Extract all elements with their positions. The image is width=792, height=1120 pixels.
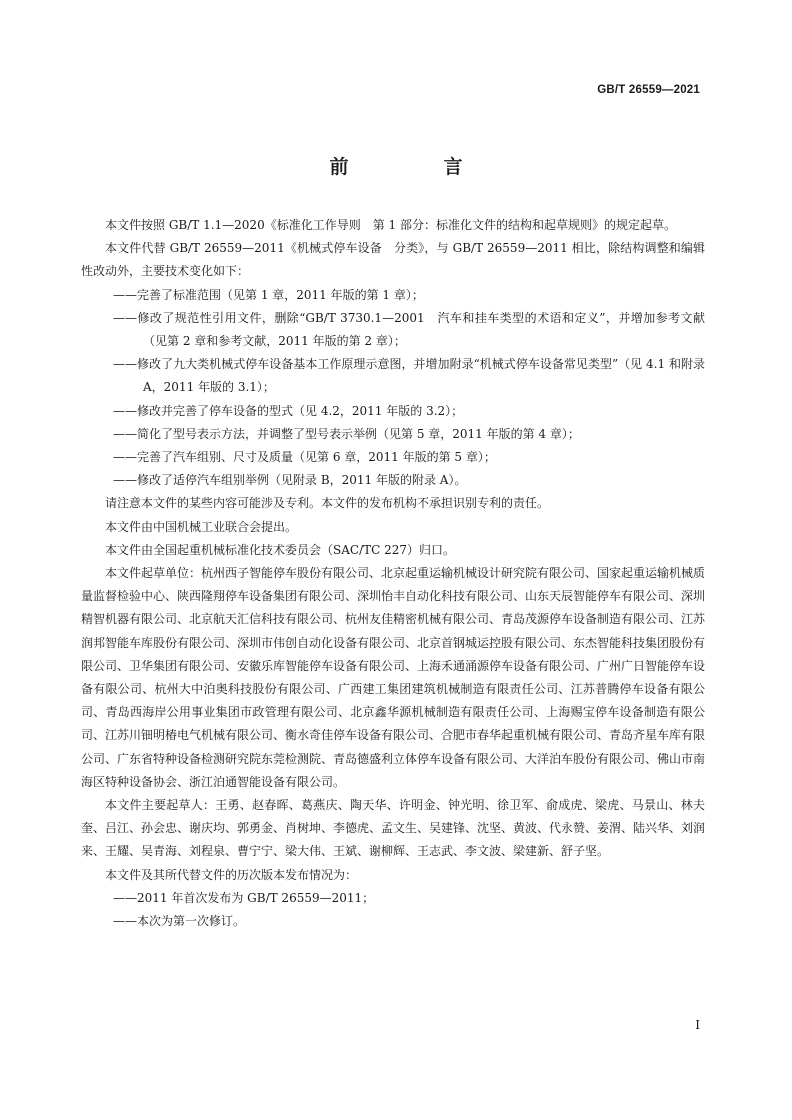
- change-item: ——修改并完善了停车设备的型式（见 4.2，2011 年版的 3.2）；: [113, 403, 464, 418]
- history-item: ——本次为第一次修订。: [113, 914, 246, 929]
- document-body: [81, 214, 705, 933]
- change-item: ——修改了规范性引用文件，删除“GB/T 3730.1—2001 汽车和挂车类型的术语和定义”，并增加参考文献（见第 2 章和参考文献，2011 年版的第 2 章）；: [113, 310, 705, 349]
- centralized-by: 本文件由全国起重机械标准化技术委员会（SAC/TC 227）归口。: [105, 542, 456, 557]
- change-item: ——修改了适停汽车组别举例（见附录 B，2011 年版的附录 A）。: [113, 473, 467, 488]
- change-item: ——修改了九大类机械式停车设备基本工作原理示意图，并增加附录“机械式停车设备常见类型”（见 4.1 和附录 A，2011 年版的 3.1）；: [113, 357, 705, 395]
- change-item: ——简化了型号表示方法，并调整了型号表示举例（见第 5 章，2011 年版的第 4 章）；: [113, 426, 580, 441]
- proposed-by: 本文件由中国机械工业联合会提出。: [105, 519, 298, 534]
- history-item: ——2011 年首次发布为 GB/T 26559—2011；: [113, 890, 375, 905]
- change-item: ——完善了汽车组别、尺寸及质量（见第 6 章，2011 年版的第 5 章）；: [113, 450, 496, 465]
- change-item: ——完善了标准范围（见第 1 章，2011 年版的第 1 章）；: [113, 287, 424, 302]
- patent-notice: 请注意本文件的某些内容可能涉及专利。本文件的发布机构不承担识别专利的责任。: [105, 496, 550, 511]
- version-history-intro: 本文件及其所代替文件的历次版本发布情况为：: [105, 867, 358, 882]
- page-title: 前 言: [329, 156, 501, 178]
- drafters: 本文件主要起草人：王勇、赵春晖、葛燕庆、陶天华、许明金、钟光明、徐卫军、俞成虎、梁虎、马景山、林夫奎、吕江、孙会忠、谢庆均、郭勇金、肖树坤、李德虎、孟文生、吴建锋、沈坚、黄波、代永赞、姜渭、陆兴华、刘润来、王耀、吴青海、刘程泉、曹宁宁、梁大伟、王斌、谢柳辉、王志武、李文波、梁建新、舒子坚。: [81, 798, 706, 859]
- page-number: I: [695, 1018, 700, 1032]
- drafting-units: 本文件起草单位：杭州西子智能停车股份有限公司、北京起重运输机械设计研究院有限公司、国家起重运输机械质量监督检验中心、陕西隆翔停车设备集团有限公司、深圳怡丰自动化科技有限公司、山东天辰智能停车有限公司、深圳精智机器有限公司、北京航天汇信科技有限公司、杭州友佳精密机械有限公司、青岛茂源停车设备制造有限公司、江苏润邦智能车库股份有限公司、深圳市伟创自动化设备有限公司、北京首钢城运控股有限公司、东杰智能科技集团股份有限公司、卫华集团有限公司、安徽乐库智能停车设备有限公司、上海禾通涌源停车设备有限公司、广州广日智能停车设备有限公司、杭州大中泊奥科技股份有限公司、广西建工集团建筑机械制造有限责任公司、江苏普腾停车设备有限公司、青岛西海岸公用事业集团市政管理有限公司、北京鑫华源机械制造有限责任公司、上海赐宝停车设备制造有限公司、江苏川钿明椿电气机械有限公司、衡水奇佳停车设备有限公司、合肥市春华起重机械有限公司、青岛齐星车库有限公司、广东省特种设备检测研究院东莞检测院、青岛德盛利立体停车设备有限公司、大洋泊车股份有限公司、佛山市南海区特种设备协会、浙江泊通智能设备有限公司。: [81, 566, 706, 789]
- replacement-paragraph: 本文件代替 GB/T 26559—2011《机械式停车设备 分类》，与 GB/T 26559—2011 相比，除结构调整和编辑性改动外，主要技术变化如下：: [81, 241, 705, 279]
- standard-code: GB/T 26559—2021: [597, 84, 700, 96]
- drafting-rule-paragraph: 本文件按照 GB/T 1.1—2020《标准化工作导则 第 1 部分：标准化文件的结构和起草规则》的规定起草。: [105, 218, 676, 232]
